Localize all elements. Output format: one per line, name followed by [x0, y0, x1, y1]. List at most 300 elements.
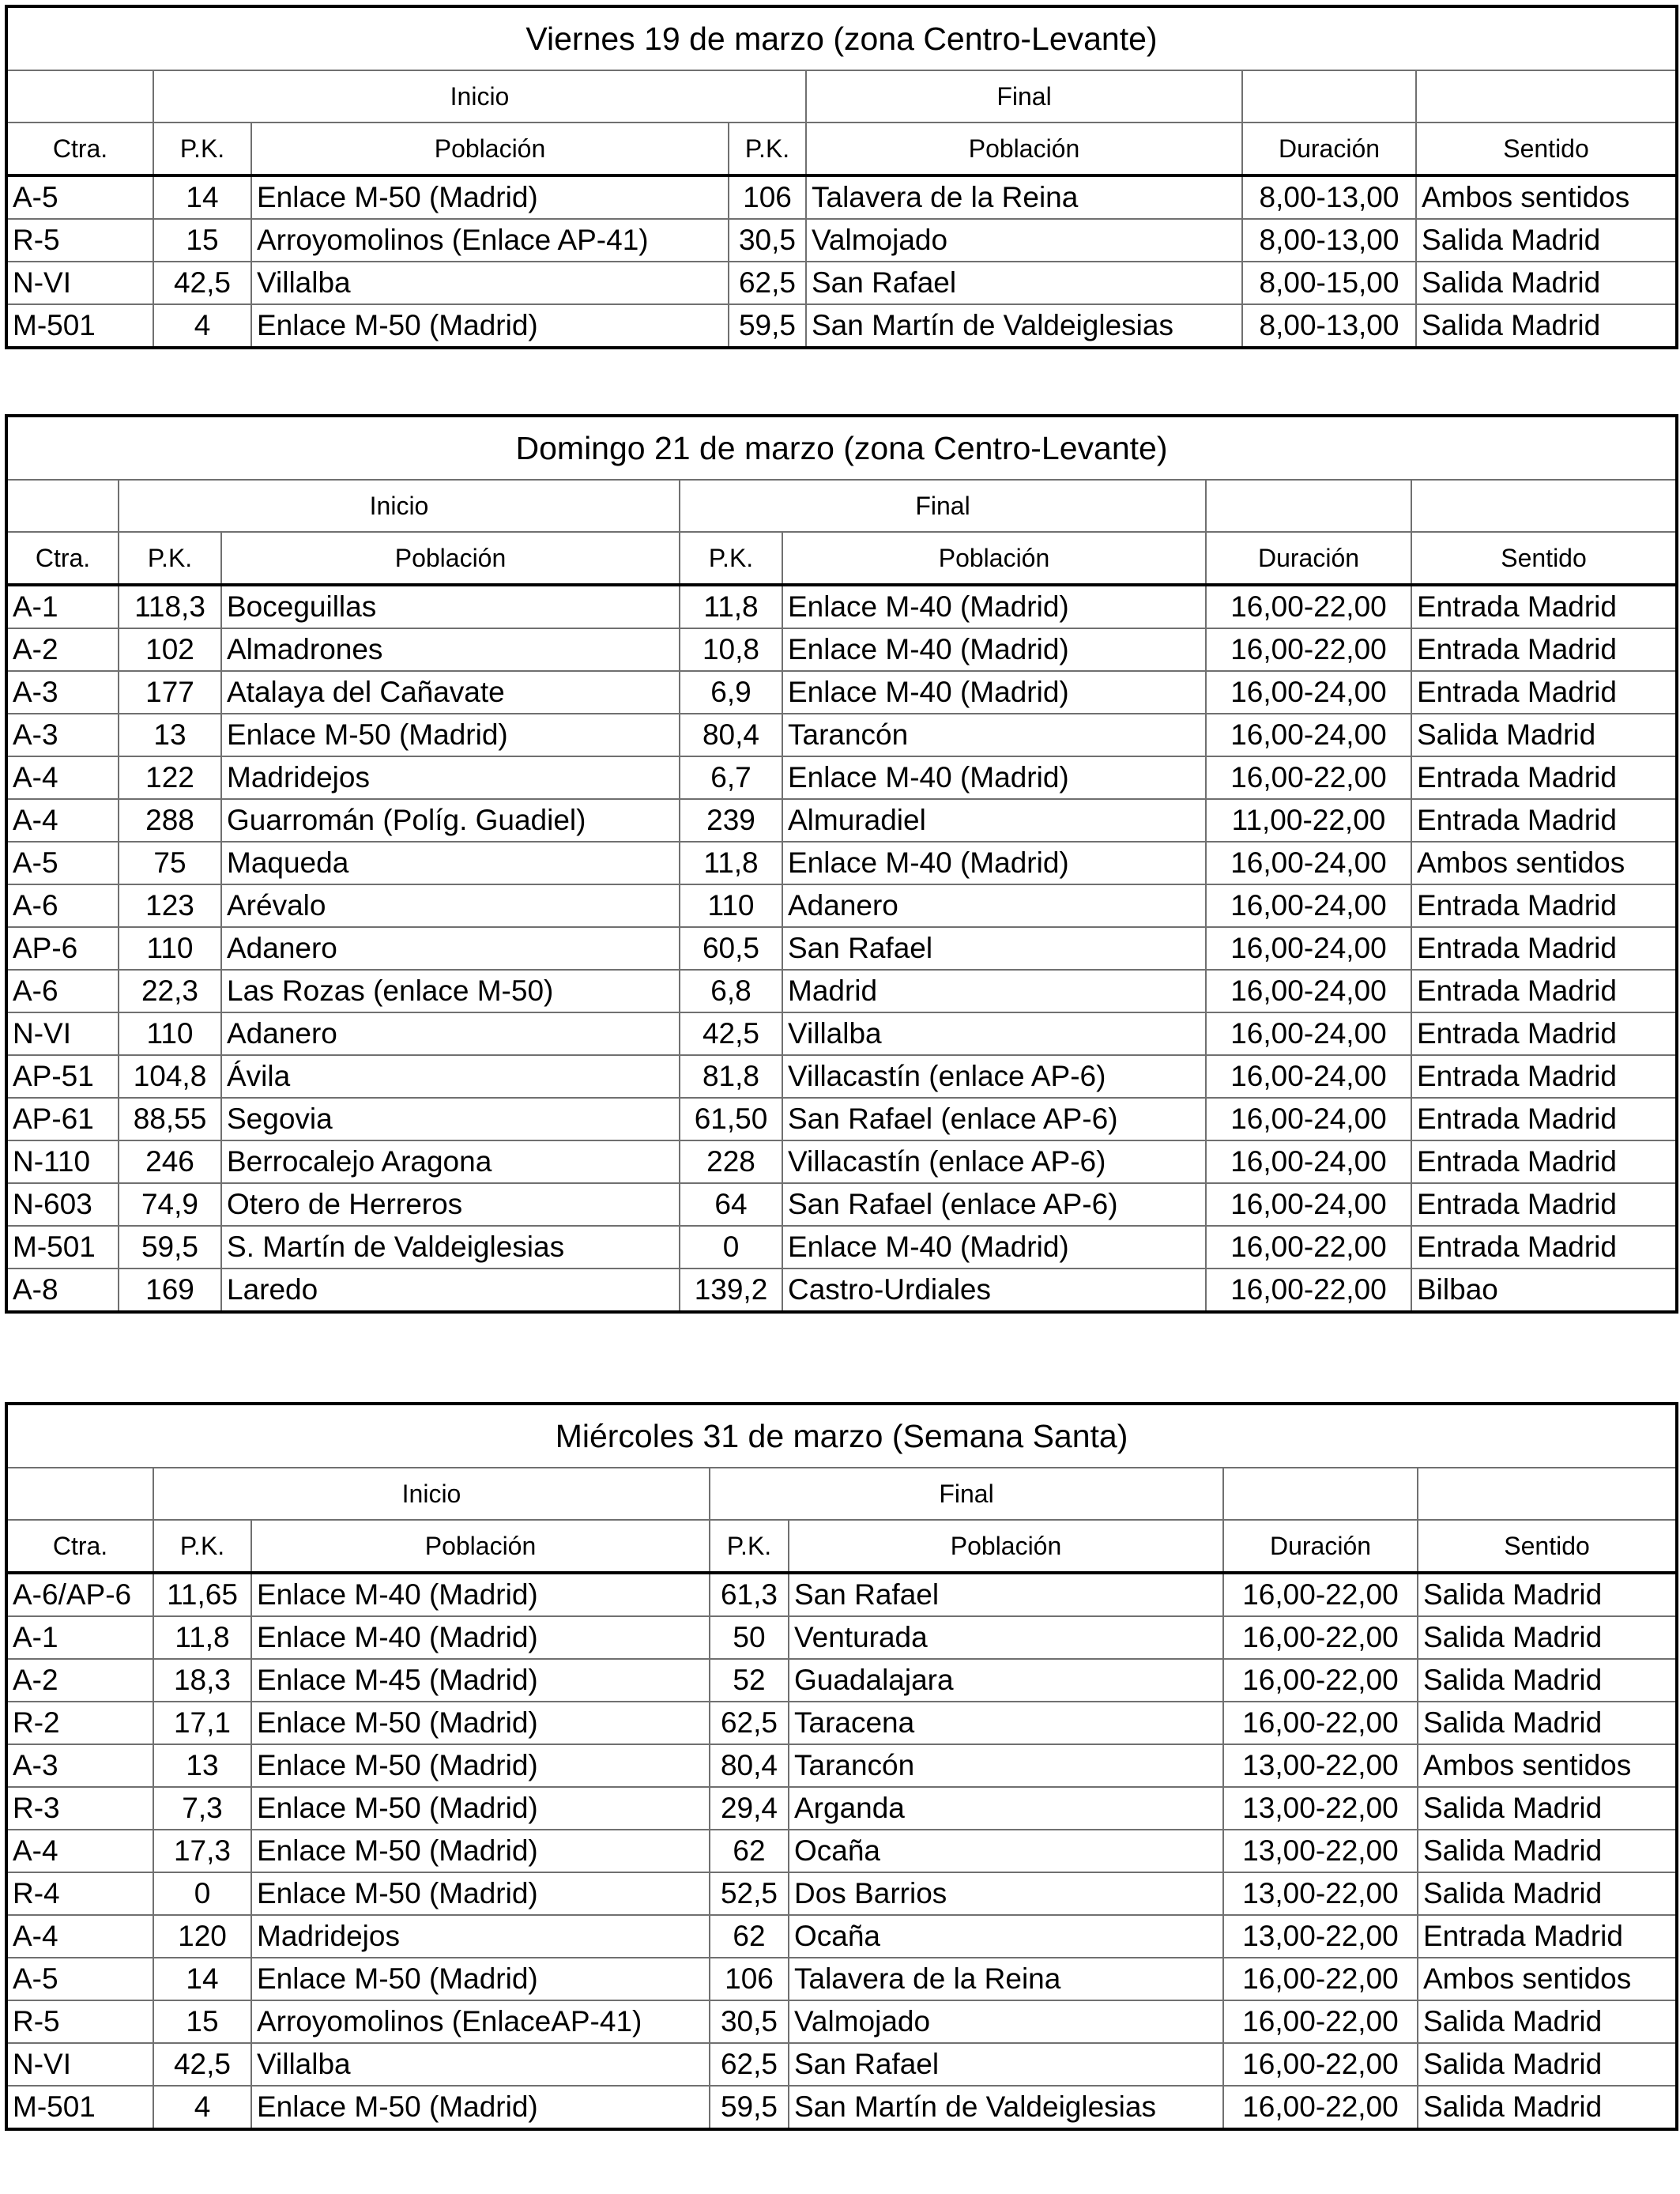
cell-inicio-poblacion: Madridejos [221, 756, 680, 799]
cell-sentido: Salida Madrid [1416, 219, 1677, 262]
col-header-sentido: Sentido [1411, 532, 1677, 585]
cell-inicio-poblacion: Enlace M-50 (Madrid) [251, 1787, 710, 1830]
cell-final-pk: 239 [680, 799, 782, 842]
cell-ctra: A-8 [6, 1269, 119, 1312]
cell-inicio-pk: 15 [153, 2000, 251, 2043]
cell-final-pk: 62 [710, 1830, 789, 1872]
cell-duracion: 16,00-24,00 [1206, 1098, 1411, 1140]
cell-inicio-poblacion: Enlace M-50 (Madrid) [251, 304, 729, 348]
cell-final-pk: 61,3 [710, 1573, 789, 1616]
cell-inicio-pk: 42,5 [153, 262, 251, 304]
cell-duracion: 8,00-13,00 [1242, 304, 1416, 348]
cell-final-poblacion: San Rafael (enlace AP-6) [782, 1183, 1206, 1226]
cell-inicio-pk: 17,3 [153, 1830, 251, 1872]
table-miercoles-31-marzo [5, 1402, 1678, 2131]
cell-ctra: M-501 [6, 1226, 119, 1269]
table-body [6, 175, 1677, 348]
cell-final-poblacion: Enlace M-40 (Madrid) [782, 671, 1206, 714]
cell-inicio-pk: 102 [119, 628, 221, 671]
cell-sentido: Entrada Madrid [1411, 671, 1677, 714]
cell-inicio-pk: 118,3 [119, 585, 221, 628]
cell-inicio-pk: 13 [119, 714, 221, 756]
col-header-pk: P.K. [680, 532, 782, 585]
cell-sentido: Entrada Madrid [1411, 927, 1677, 970]
cell-inicio-poblacion: Enlace M-40 (Madrid) [251, 1573, 710, 1616]
cell-final-pk: 30,5 [710, 2000, 789, 2043]
table-title: Viernes 19 de marzo (zona Centro-Levante) [6, 6, 1677, 70]
table-title: Domingo 21 de marzo (zona Centro-Levante) [6, 416, 1677, 480]
cell-duracion: 16,00-24,00 [1206, 1140, 1411, 1183]
cell-ctra: N-110 [6, 1140, 119, 1183]
cell-duracion: 16,00-22,00 [1223, 1702, 1418, 1744]
cell-inicio-poblacion: Almadrones [221, 628, 680, 671]
cell-ctra: A-1 [6, 1616, 153, 1659]
cell-final-pk: 52 [710, 1659, 789, 1702]
cell-ctra: A-2 [6, 1659, 153, 1702]
table-row [6, 1702, 1677, 1744]
cell-final-pk: 30,5 [729, 219, 806, 262]
cell-sentido: Salida Madrid [1418, 1659, 1677, 1702]
cell-final-poblacion: Venturada [789, 1616, 1223, 1659]
table-row [6, 1915, 1677, 1958]
cell-inicio-pk: 4 [153, 304, 251, 348]
cell-sentido: Salida Madrid [1416, 262, 1677, 304]
cell-inicio-pk: 169 [119, 1269, 221, 1312]
cell-ctra: A-1 [6, 585, 119, 628]
cell-final-pk: 11,8 [680, 585, 782, 628]
cell-final-poblacion: Ocaña [789, 1830, 1223, 1872]
group-header-inicio: Inicio [119, 480, 680, 532]
table-title: Miércoles 31 de marzo (Semana Santa) [6, 1404, 1677, 1468]
cell-ctra: A-6 [6, 884, 119, 927]
cell-ctra: R-2 [6, 1702, 153, 1744]
cell-duracion: 16,00-22,00 [1206, 628, 1411, 671]
cell-inicio-pk: 11,65 [153, 1573, 251, 1616]
cell-inicio-pk: 88,55 [119, 1098, 221, 1140]
cell-ctra: AP-61 [6, 1098, 119, 1140]
cell-final-poblacion: Enlace M-40 (Madrid) [782, 756, 1206, 799]
table-row [6, 1055, 1677, 1098]
cell-ctra: AP-6 [6, 927, 119, 970]
cell-ctra: M-501 [6, 2086, 153, 2129]
cell-final-pk: 62 [710, 1915, 789, 1958]
cell-duracion: 16,00-22,00 [1223, 2086, 1418, 2129]
table-row [6, 2000, 1677, 2043]
cell-duracion: 16,00-24,00 [1206, 927, 1411, 970]
cell-sentido: Ambos sentidos [1416, 175, 1677, 219]
cell-final-pk: 106 [710, 1958, 789, 2000]
col-header-poblacion: Población [221, 532, 680, 585]
cell-inicio-poblacion: Madridejos [251, 1915, 710, 1958]
cell-final-pk: 10,8 [680, 628, 782, 671]
cell-ctra: M-501 [6, 304, 153, 348]
cell-inicio-pk: 22,3 [119, 970, 221, 1012]
cell-duracion: 16,00-24,00 [1206, 1183, 1411, 1226]
cell-inicio-pk: 4 [153, 2086, 251, 2129]
cell-final-pk: 6,9 [680, 671, 782, 714]
cell-final-poblacion: San Rafael (enlace AP-6) [782, 1098, 1206, 1140]
cell-sentido: Salida Madrid [1418, 1830, 1677, 1872]
col-header-sentido: Sentido [1418, 1520, 1677, 1573]
cell-sentido: Salida Madrid [1418, 1573, 1677, 1616]
cell-sentido: Salida Madrid [1418, 2000, 1677, 2043]
col-header-duracion: Duración [1223, 1520, 1418, 1573]
cell-duracion: 8,00-13,00 [1242, 219, 1416, 262]
cell-sentido: Entrada Madrid [1411, 628, 1677, 671]
cell-final-pk: 110 [680, 884, 782, 927]
cell-inicio-pk: 15 [153, 219, 251, 262]
cell-final-pk: 52,5 [710, 1872, 789, 1915]
cell-inicio-pk: 17,1 [153, 1702, 251, 1744]
cell-final-poblacion: Tarancón [782, 714, 1206, 756]
cell-final-poblacion: Guadalajara [789, 1659, 1223, 1702]
cell-duracion: 16,00-22,00 [1206, 1269, 1411, 1312]
cell-inicio-poblacion: Berrocalejo Aragona [221, 1140, 680, 1183]
cell-sentido: Salida Madrid [1418, 1787, 1677, 1830]
cell-inicio-pk: 7,3 [153, 1787, 251, 1830]
cell-final-poblacion: Enlace M-40 (Madrid) [782, 628, 1206, 671]
cell-final-pk: 80,4 [710, 1744, 789, 1787]
cell-sentido: Salida Madrid [1418, 1702, 1677, 1744]
cell-final-poblacion: Castro-Urdiales [782, 1269, 1206, 1312]
cell-final-poblacion: Villalba [782, 1012, 1206, 1055]
cell-duracion: 16,00-22,00 [1223, 1573, 1418, 1616]
cell-ctra: A-4 [6, 1830, 153, 1872]
cell-inicio-poblacion: Boceguillas [221, 585, 680, 628]
table-row [6, 2086, 1677, 2129]
table-row [6, 927, 1677, 970]
cell-sentido: Entrada Madrid [1411, 1012, 1677, 1055]
col-header-duracion: Duración [1206, 532, 1411, 585]
cell-final-poblacion: Adanero [782, 884, 1206, 927]
cell-final-pk: 81,8 [680, 1055, 782, 1098]
cell-ctra: N-VI [6, 2043, 153, 2086]
cell-inicio-poblacion: Otero de Herreros [221, 1183, 680, 1226]
cell-inicio-pk: 42,5 [153, 2043, 251, 2086]
cell-inicio-poblacion: Guarromán (Políg. Guadiel) [221, 799, 680, 842]
col-header-pk: P.K. [153, 1520, 251, 1573]
cell-inicio-poblacion: Enlace M-40 (Madrid) [251, 1616, 710, 1659]
table-row [6, 1830, 1677, 1872]
cell-inicio-poblacion: Ávila [221, 1055, 680, 1098]
cell-inicio-poblacion: Enlace M-50 (Madrid) [251, 1872, 710, 1915]
cell-final-poblacion: Arganda [789, 1787, 1223, 1830]
col-header-pk: P.K. [710, 1520, 789, 1573]
cell-duracion: 13,00-22,00 [1223, 1872, 1418, 1915]
cell-inicio-pk: 11,8 [153, 1616, 251, 1659]
cell-duracion: 16,00-24,00 [1206, 842, 1411, 884]
cell-ctra: A-5 [6, 1958, 153, 2000]
cell-sentido: Entrada Madrid [1411, 1140, 1677, 1183]
cell-inicio-poblacion: Villalba [251, 2043, 710, 2086]
cell-sentido: Bilbao [1411, 1269, 1677, 1312]
col-header-poblacion: Población [251, 123, 729, 175]
cell-inicio-poblacion: Enlace M-50 (Madrid) [251, 1958, 710, 2000]
table-row [6, 756, 1677, 799]
cell-final-pk: 42,5 [680, 1012, 782, 1055]
table-row [6, 1616, 1677, 1659]
table-row [6, 585, 1677, 628]
cell-duracion: 13,00-22,00 [1223, 1830, 1418, 1872]
col-header-pk: P.K. [153, 123, 251, 175]
cell-inicio-poblacion: Enlace M-45 (Madrid) [251, 1659, 710, 1702]
cell-sentido: Salida Madrid [1416, 304, 1677, 348]
cell-final-pk: 29,4 [710, 1787, 789, 1830]
cell-ctra: A-3 [6, 671, 119, 714]
cell-ctra: R-4 [6, 1872, 153, 1915]
cell-duracion: 16,00-22,00 [1223, 1958, 1418, 2000]
cell-final-poblacion: Valmojado [789, 2000, 1223, 2043]
table-row [6, 1659, 1677, 1702]
cell-final-pk: 106 [729, 175, 806, 219]
cell-final-poblacion: San Martín de Valdeiglesias [789, 2086, 1223, 2129]
cell-sentido: Entrada Madrid [1411, 799, 1677, 842]
cell-inicio-poblacion: Segovia [221, 1098, 680, 1140]
cell-ctra: A-4 [6, 1915, 153, 1958]
cell-duracion: 16,00-22,00 [1206, 756, 1411, 799]
cell-duracion: 16,00-22,00 [1223, 1616, 1418, 1659]
cell-final-poblacion: Talavera de la Reina [806, 175, 1242, 219]
cell-duracion: 16,00-24,00 [1206, 884, 1411, 927]
cell-sentido: Salida Madrid [1418, 2043, 1677, 2086]
cell-sentido: Salida Madrid [1418, 2086, 1677, 2129]
cell-final-poblacion: Enlace M-40 (Madrid) [782, 585, 1206, 628]
cell-inicio-poblacion: Las Rozas (enlace M-50) [221, 970, 680, 1012]
table-row [6, 970, 1677, 1012]
cell-final-pk: 80,4 [680, 714, 782, 756]
cell-final-poblacion: San Rafael [782, 927, 1206, 970]
cell-final-pk: 61,50 [680, 1098, 782, 1140]
cell-final-poblacion: Villacastín (enlace AP-6) [782, 1140, 1206, 1183]
cell-duracion: 16,00-22,00 [1206, 585, 1411, 628]
cell-final-pk: 6,8 [680, 970, 782, 1012]
cell-ctra: AP-51 [6, 1055, 119, 1098]
cell-inicio-pk: 0 [153, 1872, 251, 1915]
cell-ctra: R-5 [6, 219, 153, 262]
table-row [6, 304, 1677, 348]
cell-ctra: R-5 [6, 2000, 153, 2043]
cell-inicio-pk: 110 [119, 1012, 221, 1055]
cell-inicio-pk: 288 [119, 799, 221, 842]
cell-inicio-poblacion: Enlace M-50 (Madrid) [251, 1744, 710, 1787]
col-header-ctra: Ctra. [6, 1520, 153, 1573]
cell-duracion: 16,00-24,00 [1206, 1055, 1411, 1098]
cell-final-pk: 62,5 [710, 1702, 789, 1744]
table-row [6, 1269, 1677, 1312]
cell-inicio-pk: 177 [119, 671, 221, 714]
col-header-duracion: Duración [1242, 123, 1416, 175]
cell-sentido: Ambos sentidos [1418, 1958, 1677, 2000]
cell-ctra: A-6/AP-6 [6, 1573, 153, 1616]
cell-inicio-pk: 122 [119, 756, 221, 799]
cell-ctra: N-VI [6, 1012, 119, 1055]
cell-final-poblacion: Taracena [789, 1702, 1223, 1744]
cell-duracion: 16,00-22,00 [1206, 1226, 1411, 1269]
cell-duracion: 16,00-22,00 [1223, 2043, 1418, 2086]
table-domingo-21-marzo [5, 414, 1678, 1314]
group-header-final: Final [710, 1468, 1223, 1520]
table-row [6, 842, 1677, 884]
cell-sentido: Salida Madrid [1411, 714, 1677, 756]
cell-ctra: N-603 [6, 1183, 119, 1226]
group-header-final: Final [680, 480, 1206, 532]
cell-sentido: Ambos sentidos [1411, 842, 1677, 884]
table-row [6, 1140, 1677, 1183]
table-row [6, 219, 1677, 262]
cell-ctra: A-3 [6, 1744, 153, 1787]
cell-final-poblacion: Madrid [782, 970, 1206, 1012]
cell-sentido: Entrada Madrid [1411, 1055, 1677, 1098]
cell-duracion: 16,00-24,00 [1206, 1012, 1411, 1055]
cell-inicio-pk: 110 [119, 927, 221, 970]
cell-duracion: 16,00-22,00 [1223, 1659, 1418, 1702]
table-row [6, 1787, 1677, 1830]
cell-duracion: 13,00-22,00 [1223, 1744, 1418, 1787]
cell-sentido: Entrada Madrid [1411, 756, 1677, 799]
table-row [6, 1226, 1677, 1269]
cell-final-poblacion: Ocaña [789, 1915, 1223, 1958]
cell-duracion: 11,00-22,00 [1206, 799, 1411, 842]
cell-final-poblacion: San Rafael [806, 262, 1242, 304]
cell-ctra: A-6 [6, 970, 119, 1012]
cell-duracion: 16,00-24,00 [1206, 671, 1411, 714]
cell-ctra: R-3 [6, 1787, 153, 1830]
cell-inicio-pk: 74,9 [119, 1183, 221, 1226]
cell-inicio-poblacion: S. Martín de Valdeiglesias [221, 1226, 680, 1269]
table-row [6, 884, 1677, 927]
cell-final-pk: 62,5 [710, 2043, 789, 2086]
cell-inicio-pk: 59,5 [119, 1226, 221, 1269]
table-row [6, 1872, 1677, 1915]
cell-inicio-poblacion: Enlace M-50 (Madrid) [221, 714, 680, 756]
table-row [6, 1012, 1677, 1055]
cell-sentido: Salida Madrid [1418, 1616, 1677, 1659]
cell-final-pk: 62,5 [729, 262, 806, 304]
col-header-poblacion: Población [251, 1520, 710, 1573]
col-header-ctra: Ctra. [6, 123, 153, 175]
col-header-sentido: Sentido [1416, 123, 1677, 175]
table-body [6, 1573, 1677, 2129]
cell-final-pk: 139,2 [680, 1269, 782, 1312]
cell-inicio-pk: 14 [153, 175, 251, 219]
cell-sentido: Ambos sentidos [1418, 1744, 1677, 1787]
cell-inicio-poblacion: Adanero [221, 927, 680, 970]
cell-final-poblacion: Enlace M-40 (Madrid) [782, 842, 1206, 884]
table-row [6, 1573, 1677, 1616]
cell-duracion: 8,00-15,00 [1242, 262, 1416, 304]
cell-inicio-poblacion: Enlace M-50 (Madrid) [251, 2086, 710, 2129]
cell-duracion: 8,00-13,00 [1242, 175, 1416, 219]
cell-duracion: 13,00-22,00 [1223, 1915, 1418, 1958]
table-row [6, 714, 1677, 756]
cell-inicio-pk: 120 [153, 1915, 251, 1958]
cell-final-pk: 11,8 [680, 842, 782, 884]
col-header-poblacion: Población [806, 123, 1242, 175]
cell-duracion: 13,00-22,00 [1223, 1787, 1418, 1830]
table-viernes-19-marzo [5, 5, 1678, 349]
cell-inicio-pk: 13 [153, 1744, 251, 1787]
group-header-inicio: Inicio [153, 1468, 710, 1520]
col-header-ctra: Ctra. [6, 532, 119, 585]
cell-inicio-pk: 104,8 [119, 1055, 221, 1098]
cell-inicio-poblacion: Arroyomolinos (Enlace AP-41) [251, 219, 729, 262]
col-header-poblacion: Población [789, 1520, 1223, 1573]
group-header-final: Final [806, 70, 1242, 123]
cell-inicio-poblacion: Enlace M-50 (Madrid) [251, 175, 729, 219]
cell-inicio-poblacion: Laredo [221, 1269, 680, 1312]
cell-ctra: A-2 [6, 628, 119, 671]
cell-sentido: Entrada Madrid [1411, 585, 1677, 628]
cell-inicio-poblacion: Enlace M-50 (Madrid) [251, 1830, 710, 1872]
table-row [6, 175, 1677, 219]
cell-sentido: Entrada Madrid [1411, 970, 1677, 1012]
col-header-poblacion: Población [782, 532, 1206, 585]
cell-sentido: Salida Madrid [1418, 1872, 1677, 1915]
table-row [6, 1183, 1677, 1226]
cell-final-pk: 60,5 [680, 927, 782, 970]
cell-ctra: A-3 [6, 714, 119, 756]
cell-final-pk: 64 [680, 1183, 782, 1226]
table-row [6, 628, 1677, 671]
cell-inicio-pk: 75 [119, 842, 221, 884]
table-row [6, 1744, 1677, 1787]
cell-final-poblacion: Villacastín (enlace AP-6) [782, 1055, 1206, 1098]
cell-sentido: Entrada Madrid [1411, 1098, 1677, 1140]
cell-inicio-pk: 14 [153, 1958, 251, 2000]
cell-final-pk: 59,5 [710, 2086, 789, 2129]
cell-inicio-poblacion: Arroyomolinos (EnlaceAP-41) [251, 2000, 710, 2043]
table-row [6, 1958, 1677, 2000]
cell-ctra: A-4 [6, 799, 119, 842]
table-row [6, 1098, 1677, 1140]
cell-sentido: Entrada Madrid [1418, 1915, 1677, 1958]
cell-final-pk: 6,7 [680, 756, 782, 799]
cell-final-poblacion: Talavera de la Reina [789, 1958, 1223, 2000]
cell-inicio-poblacion: Adanero [221, 1012, 680, 1055]
cell-duracion: 16,00-22,00 [1223, 2000, 1418, 2043]
cell-final-poblacion: Valmojado [806, 219, 1242, 262]
cell-inicio-poblacion: Enlace M-50 (Madrid) [251, 1702, 710, 1744]
cell-inicio-poblacion: Villalba [251, 262, 729, 304]
cell-sentido: Entrada Madrid [1411, 1183, 1677, 1226]
cell-final-pk: 50 [710, 1616, 789, 1659]
table-row [6, 2043, 1677, 2086]
cell-sentido: Entrada Madrid [1411, 1226, 1677, 1269]
cell-final-poblacion: Tarancón [789, 1744, 1223, 1787]
col-header-pk: P.K. [119, 532, 221, 585]
cell-final-pk: 0 [680, 1226, 782, 1269]
cell-duracion: 16,00-24,00 [1206, 714, 1411, 756]
cell-inicio-pk: 18,3 [153, 1659, 251, 1702]
cell-ctra: A-4 [6, 756, 119, 799]
col-header-pk: P.K. [729, 123, 806, 175]
table-body [6, 585, 1677, 1312]
table-row [6, 262, 1677, 304]
cell-final-poblacion: San Rafael [789, 2043, 1223, 2086]
cell-ctra: A-5 [6, 175, 153, 219]
group-header-inicio: Inicio [153, 70, 806, 123]
cell-final-poblacion: San Martín de Valdeiglesias [806, 304, 1242, 348]
cell-final-poblacion: Enlace M-40 (Madrid) [782, 1226, 1206, 1269]
cell-inicio-poblacion: Maqueda [221, 842, 680, 884]
cell-final-poblacion: Dos Barrios [789, 1872, 1223, 1915]
table-row [6, 671, 1677, 714]
cell-sentido: Entrada Madrid [1411, 884, 1677, 927]
cell-inicio-pk: 123 [119, 884, 221, 927]
cell-final-poblacion: San Rafael [789, 1573, 1223, 1616]
cell-inicio-poblacion: Atalaya del Cañavate [221, 671, 680, 714]
cell-ctra: N-VI [6, 262, 153, 304]
